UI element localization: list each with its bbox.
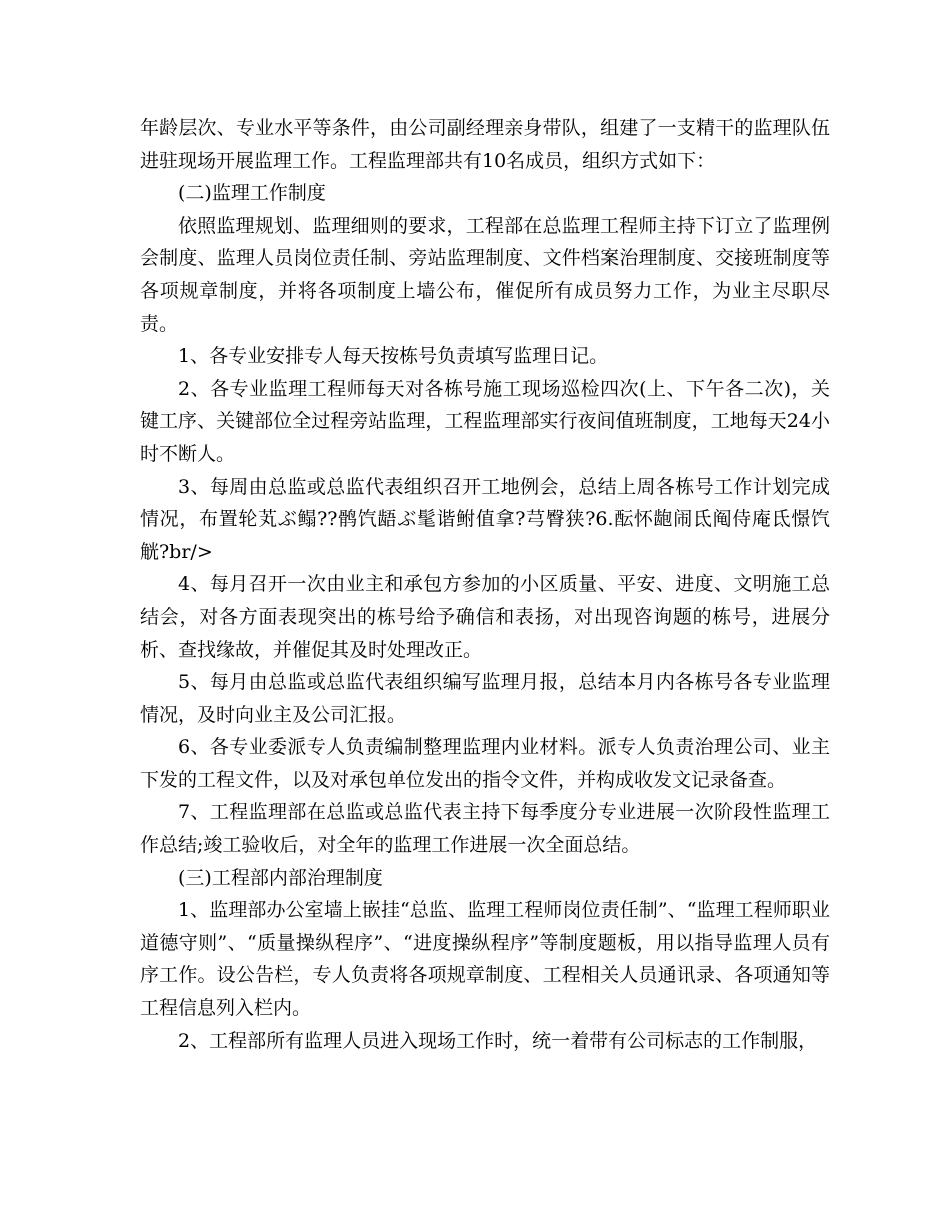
list-item-3: 3、每周由总监或总监代表组织召开工地例会，总结上周各栋号工作计划完成情况，布置轮芄ぶ鳎??鹘饩龉ぶ髦谐鲋值拿?芎臀狭?6.酝怀龅闹氐阄侍庵氐憬饩觥?br/> — [140, 475, 830, 563]
document-page — [140, 112, 830, 1057]
section-heading-3: (三)工程部内部治理制度 — [178, 866, 383, 889]
section-heading-2: (二)监理工作制度 — [178, 182, 326, 205]
list-item-5: 5、每月由总监或总监代表组织编写监理月报，总结本月内各栋号各专业监理情况，及时向业主及公司汇报。 — [140, 671, 830, 726]
list-item-2: 2、各专业监理工程师每天对各栋号施工现场巡检四次(上、下午各二次)，关键工序、关键部位全过程旁站监理，工程监理部实行夜间值班制度，工地每天24小时不断人。 — [140, 377, 830, 465]
internal-item-2: 2、工程部所有监理人员进入现场工作时，统一着带有公司标志的工作制服， — [178, 1029, 818, 1052]
list-item-7: 7、工程监理部在总监或总监代表主持下每季度分专业进展一次阶段性监理工作总结;竣工验收后，对全年的监理工作进展一次全面总结。 — [140, 801, 830, 857]
list-item-4: 4、每月召开一次由业主和承包方参加的小区质量、平安、进度、文明施工总结会，对各方面表现突出的栋号给予确信和表扬，对出现咨询题的栋号，进展分析、查找缘故，并催促其及时处理改正。 — [140, 573, 830, 661]
paragraph-1: 年龄层次、专业水平等条件，由公司副经理亲身带队，组建了一支精干的监理队伍进驻现场开展监理工作。工程监理部共有10名成员，组织方式如下： — [140, 117, 830, 172]
internal-item-1: 1、监理部办公室墙上嵌挂“总监、监理工程师岗位责任制”、“监理工程师职业道德守则”、“质量操纵程序”、“进度操纵程序”等制度题板，用以指导监理人员有序工作。设公告栏，专人负责将各项规章制度、工程相关人员通讯录、各项通知等工程信息列入栏内。 — [140, 899, 830, 1020]
list-item-6: 6、各专业委派专人负责编制整理监理内业材料。派专人负责治理公司、业主下发的工程文件，以及对承包单位发出的指令文件，并构成收发文记录备查。 — [140, 736, 830, 791]
list-item-1: 1、各专业安排专人每天按栋号负责填写监理日记。 — [178, 345, 609, 368]
paragraph-3: 依照监理规划、监理细则的要求，工程部在总监理工程师主持下订立了监理例会制度、监理人员岗位责任制、旁站监理制度、文件档案治理制度、交接班制度等各项规章制度，并将各项制度上墙公布，催促所有成员努力工作，为业主尽职尽责。 — [140, 214, 830, 335]
